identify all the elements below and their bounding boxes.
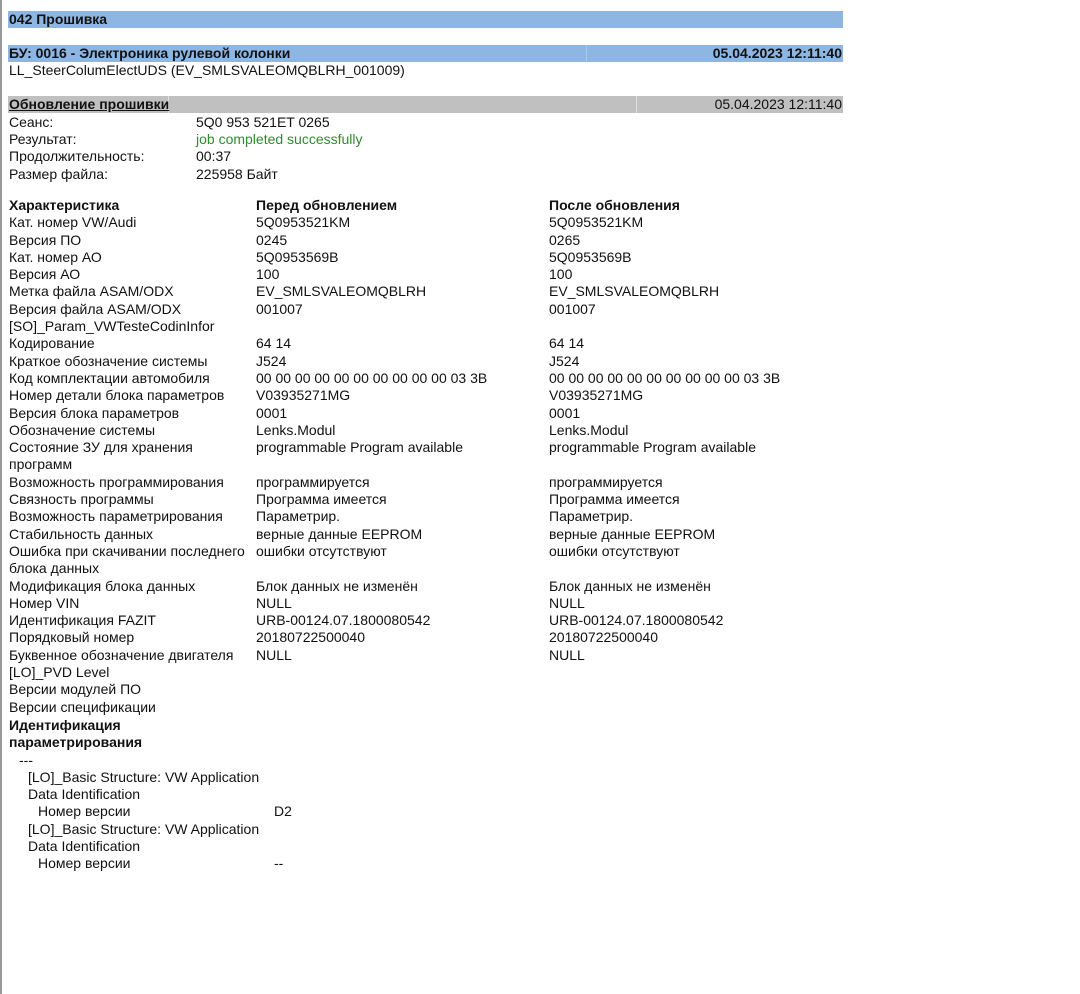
row-label: Возможность параметрирования bbox=[9, 508, 223, 525]
row-after: EV_SMLSVALEOMQBLRH bbox=[549, 283, 720, 300]
row-after: URB-00124.07.1800080542 bbox=[549, 612, 724, 629]
info-value-result: job completed successfully bbox=[196, 131, 363, 147]
row-label: Краткое обозначение системы bbox=[9, 352, 208, 369]
param-block-1-version-label: Номер версии bbox=[38, 803, 131, 819]
row-label: Связность программы bbox=[9, 491, 154, 508]
row-after: NULL bbox=[549, 646, 585, 663]
row-before: 5Q0953521KM bbox=[256, 214, 351, 231]
row-before: верные данные EEPROM bbox=[256, 525, 423, 542]
row-before: 20180722500040 bbox=[256, 629, 366, 646]
param-id-title: Идентификация параметрирования bbox=[9, 717, 143, 750]
row-after: 001007 bbox=[549, 300, 596, 317]
param-block-1-version-value: D2 bbox=[274, 803, 292, 819]
row-label: Версия АО bbox=[9, 266, 81, 283]
row-label: Номер VIN bbox=[9, 594, 80, 611]
row-before: 5Q0953569B bbox=[256, 248, 339, 265]
header-after: После обновления bbox=[549, 197, 680, 213]
row-after: Lenks.Modul bbox=[549, 421, 629, 438]
row-before: 100 bbox=[256, 266, 280, 283]
row-label: Кат. номер АО bbox=[9, 248, 102, 265]
row-after: Блок данных не изменён bbox=[549, 577, 711, 594]
header-before: Перед обновлением bbox=[256, 197, 398, 213]
param-block-2-line1: [LO]_Basic Structure: VW Application bbox=[28, 821, 260, 837]
row-before: J524 bbox=[256, 352, 287, 369]
header-characteristic: Характеристика bbox=[9, 197, 120, 213]
row-before: ошибки отсутствуют bbox=[256, 542, 387, 559]
row-label: Модификация блока данных bbox=[9, 577, 196, 594]
row-label: Код комплектации автомобиля bbox=[9, 369, 210, 386]
row-label: Буквенное обозначение двигателя bbox=[9, 646, 234, 663]
row-before: программируется bbox=[256, 473, 370, 490]
row-before: Параметрир. bbox=[256, 508, 341, 525]
row-label: Ошибка при скачивании последнего блока данных bbox=[9, 542, 245, 576]
row-after: J524 bbox=[549, 352, 580, 369]
param-id-dash: --- bbox=[19, 752, 33, 768]
row-label: Версия блока параметров bbox=[9, 404, 180, 421]
update-header-divider-2 bbox=[636, 96, 637, 113]
row-before: EV_SMLSVALEOMQBLRH bbox=[256, 283, 427, 300]
row-label: Версии спецификации bbox=[9, 698, 156, 715]
row-before: 0001 bbox=[256, 404, 288, 421]
row-label: Версия ПО bbox=[9, 231, 82, 248]
row-label: Номер детали блока параметров bbox=[9, 387, 225, 404]
row-before: Lenks.Modul bbox=[256, 421, 336, 438]
row-after: programmable Program available bbox=[549, 439, 756, 456]
row-before: NULL bbox=[256, 646, 292, 663]
row-before: Программа имеется bbox=[256, 491, 387, 508]
row-after: 0265 bbox=[549, 231, 581, 248]
row-before: 64 14 bbox=[256, 335, 292, 352]
row-before: NULL bbox=[256, 594, 292, 611]
row-label: Порядковый номер bbox=[9, 629, 135, 646]
row-before: 0245 bbox=[256, 231, 288, 248]
row-label: Стабильность данных bbox=[9, 525, 154, 542]
row-after: NULL bbox=[549, 594, 585, 611]
row-after: 100 bbox=[549, 266, 573, 283]
param-block-2-version-value: -- bbox=[274, 855, 284, 871]
update-datetime: 05.04.2023 12:11:40 bbox=[714, 96, 842, 112]
row-after: 00 00 00 00 00 00 00 00 00 00 03 3B bbox=[549, 369, 781, 386]
row-after: V03935271MG bbox=[549, 387, 644, 404]
row-label: Метка файла ASAM/ODX bbox=[9, 283, 174, 300]
param-block-2-version-label: Номер версии bbox=[38, 855, 131, 871]
row-after: 20180722500040 bbox=[549, 629, 659, 646]
ecu-datetime: 05.04.2023 12:11:40 bbox=[712, 45, 842, 61]
info-label-filesize: Размер файла: bbox=[9, 166, 108, 182]
row-before: 001007 bbox=[256, 300, 303, 317]
ecu-title: БУ: 0016 - Электроника рулевой колонки bbox=[9, 45, 291, 61]
row-after: программируется bbox=[549, 473, 663, 490]
row-label: Состояние ЗУ для хранения программ bbox=[9, 439, 193, 473]
row-before: 00 00 00 00 00 00 00 00 00 00 03 3B bbox=[256, 369, 488, 386]
row-label: Идентификация FAZIT bbox=[9, 612, 156, 629]
row-label: Версия файла ASAM/ODX bbox=[9, 300, 182, 317]
info-value-session: 5Q0 953 521ET 0265 bbox=[196, 114, 330, 130]
ecu-header-divider bbox=[586, 45, 587, 62]
row-before: Блок данных не изменён bbox=[256, 577, 418, 594]
row-before: V03935271MG bbox=[256, 387, 351, 404]
row-after: верные данные EEPROM bbox=[549, 525, 716, 542]
row-label: [SO]_Param_VWTesteCodinInfor bbox=[9, 318, 215, 335]
param-block-2-line2: Data Identification bbox=[28, 838, 141, 854]
row-label: Кодирование bbox=[9, 335, 95, 352]
section-title: 042 Прошивка bbox=[9, 11, 108, 27]
row-after: 64 14 bbox=[549, 335, 585, 352]
row-after: Программа имеется bbox=[549, 491, 680, 508]
row-label: Обозначение системы bbox=[9, 421, 156, 438]
update-title: Обновление прошивки bbox=[9, 96, 170, 112]
info-value-duration: 00:37 bbox=[196, 148, 232, 164]
info-label-duration: Продолжительность: bbox=[9, 148, 145, 164]
info-label-result: Результат: bbox=[9, 131, 77, 147]
row-after: 5Q0953521KM bbox=[549, 214, 644, 231]
window-left-border bbox=[0, 0, 2, 994]
row-label: [LO]_PVD Level bbox=[9, 664, 110, 681]
row-before: programmable Program available bbox=[256, 439, 463, 456]
ecu-subtitle: LL_SteerColumElectUDS (EV_SMLSVALEOMQBLRH_001009) bbox=[9, 62, 405, 78]
section-header-bar bbox=[8, 11, 843, 28]
row-label: Возможность программирования bbox=[9, 473, 224, 490]
row-after: Параметрир. bbox=[549, 508, 634, 525]
row-before: URB-00124.07.1800080542 bbox=[256, 612, 431, 629]
param-block-1-line1: [LO]_Basic Structure: VW Application bbox=[28, 769, 260, 785]
row-label: Кат. номер VW/Audi bbox=[9, 214, 137, 231]
row-label: Версии модулей ПО bbox=[9, 681, 142, 698]
param-block-1-line2: Data Identification bbox=[28, 786, 141, 802]
info-value-filesize: 225958 Байт bbox=[196, 166, 278, 182]
info-label-session: Сеанс: bbox=[9, 114, 54, 130]
row-after: 5Q0953569B bbox=[549, 248, 632, 265]
row-after: ошибки отсутствуют bbox=[549, 542, 680, 559]
row-after: 0001 bbox=[549, 404, 581, 421]
